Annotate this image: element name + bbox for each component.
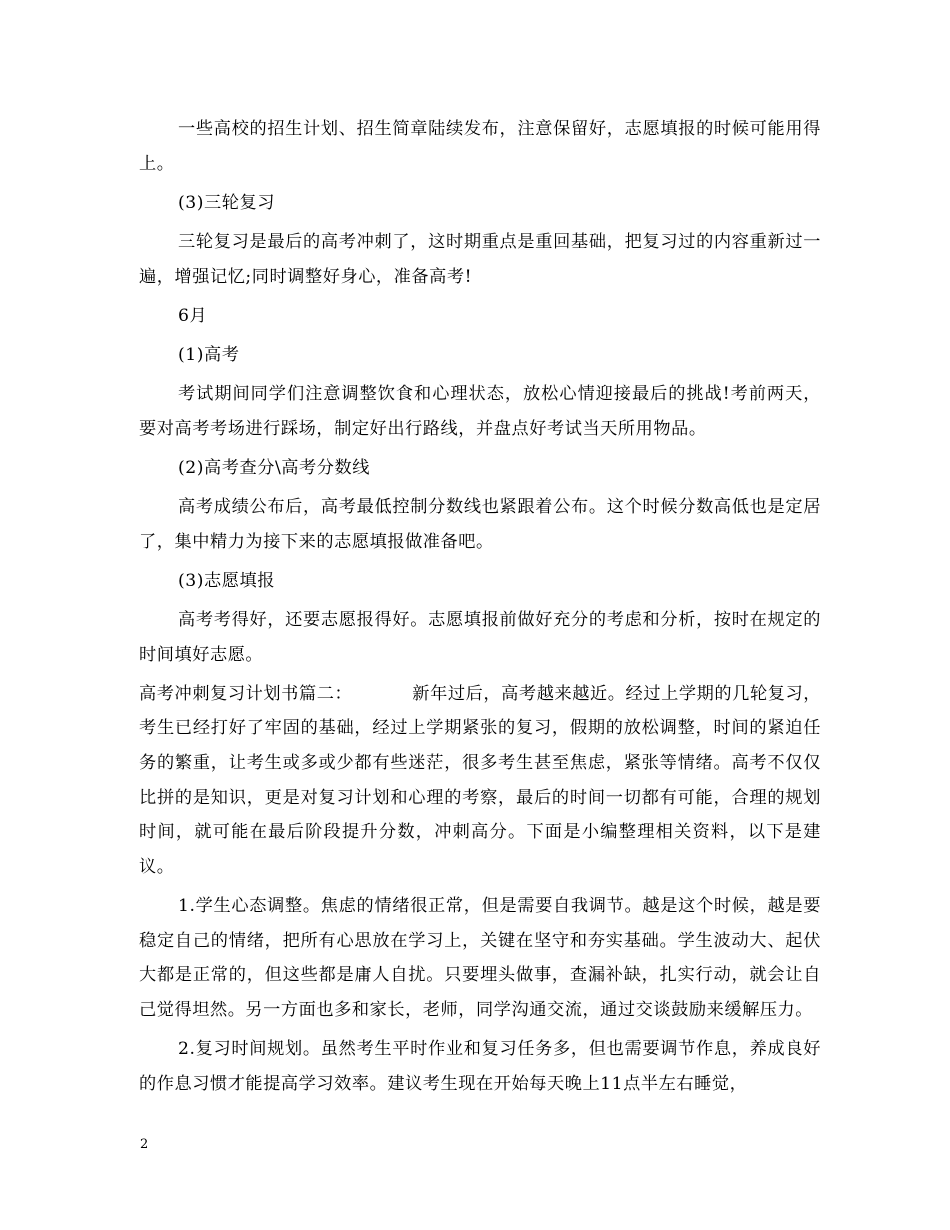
body-paragraph: 高考成绩公布后，高考最低控制分数线也紧跟着公布。这个时候分数高低也是定居了，集中精力为接下来的志愿填报做准备吧。 [139, 497, 821, 552]
section-title: 高考冲刺复习计划书篇二： [139, 683, 353, 704]
subheading: (3)志愿填报 [178, 570, 275, 591]
subheading: (3)三轮复习 [178, 192, 275, 213]
subheading: (1)高考 [178, 344, 240, 365]
page-number: 2 [140, 1137, 149, 1152]
body-paragraph: 一些高校的招生计划、招生简章陆续发布，注意保留好，志愿填报的时候可能用得上。 [139, 119, 821, 174]
body-paragraph: 高考考得好，还要志愿报得好。志愿填报前做好充分的考虑和分析，按时在规定的时间填好志愿。 [139, 610, 821, 665]
body-paragraph: 考试期间同学们注意调整饮食和心理状态，放松心情迎接最后的挑战!考前两天，要对高考考场进行踩场，制定好出行路线，并盘点好考试当天所用物品。 [139, 384, 821, 439]
document-body [139, 112, 821, 1106]
month-heading: 6月 [178, 305, 208, 326]
body-paragraph: 三轮复习是最后的高考冲刺了，这时期重点是重回基础，把复习过的内容重新过一遍，增强记忆;同时调整好身心，准备高考! [139, 231, 821, 287]
section-intro: 新年过后，高考越来越近。经过上学期的几轮复习，考生已经打好了牢固的基础，经过上学期紧张的复习，假期的放松调整，时间的紧迫任务的繁重，让考生或多或少都有些迷茫，很多考生甚至焦虑，紧张等情绪。高考不仅仅比拼的是知识，更是对复习计划和心理的考察，最后的时间一切都有可能，合理的规划时间，就可能在最后阶段提升分数，冲刺高分。下面是小编整理相关资料，以下是建议。 [139, 683, 822, 877]
section-paragraph [139, 677, 821, 885]
point-paragraph: 1.学生心态调整。焦虑的情绪很正常，但是需要自我调节。越是这个时候，越是要稳定自己的情绪，把所有心思放在学习上，关键在坚守和夯实基础。学生波动大、起伏大都是正常的，但这些都是庸人自扰。只要埋头做事，查漏补缺，扎实行动，就会让自己觉得坦然。另一方面也多和家长，老师，同学沟通交流，通过交谈鼓励来缓解压力。 [139, 896, 821, 1020]
point-paragraph: 2.复习时间规划。虽然考生平时作业和复习任务多，但也需要调节作息，养成良好的作息习惯才能提高学习效率。建议考生现在开始每天晚上11点半左右睡觉， [139, 1038, 821, 1094]
subheading: (2)高考查分\高考分数线 [178, 457, 370, 478]
